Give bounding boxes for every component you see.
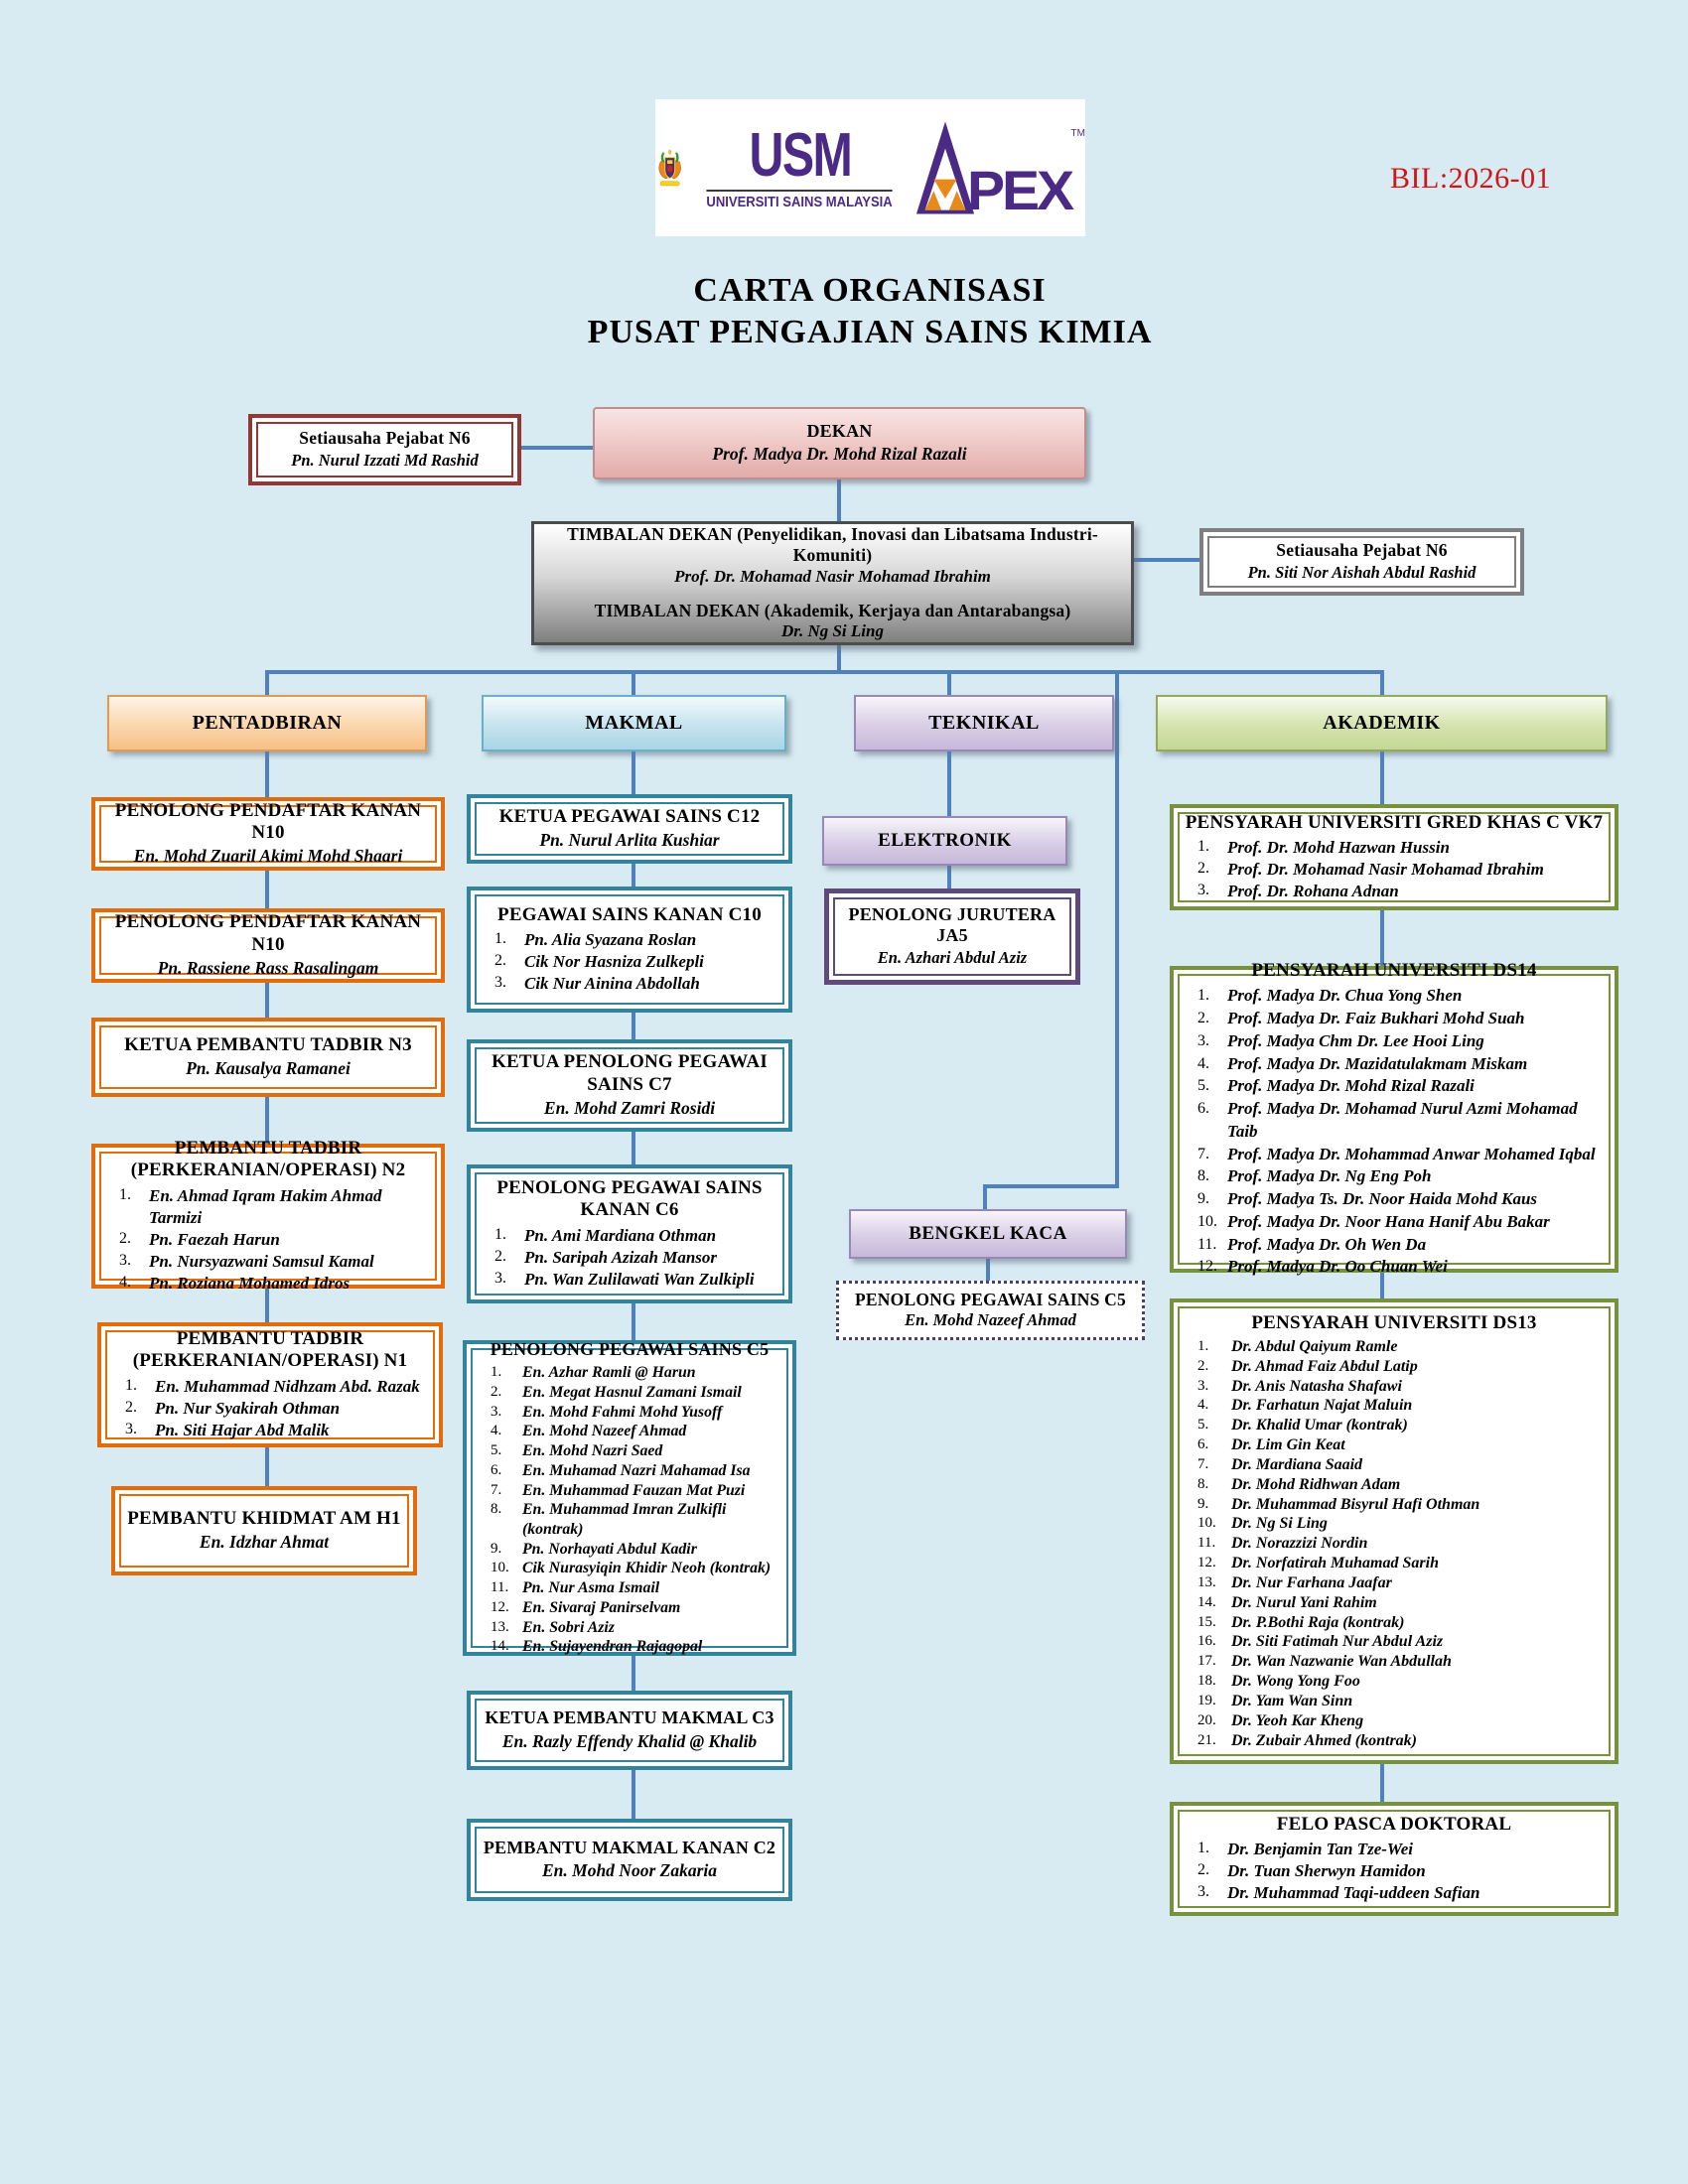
connector — [632, 670, 635, 695]
member-row: 3. Pn. Nursyazwani Samsul Kamal — [119, 1251, 374, 1271]
connector — [632, 1132, 635, 1164]
connector — [947, 751, 951, 816]
member-row: 3. En. Mohd Fahmi Mohd Yusoff — [491, 1403, 723, 1421]
org-box — [1170, 1298, 1618, 1764]
box-title: TIMBALAN DEKAN (Penyelidikan, Inovasi dan Libatsama Industri-Komuniti) — [567, 524, 1098, 565]
connector — [632, 1013, 635, 1039]
org-box — [91, 908, 445, 983]
member-row: 10. Prof. Madya Dr. Noor Hana Hanif Abu Bakar — [1197, 1211, 1550, 1231]
member-row: 2. Pn. Saripah Azizah Mansor — [494, 1247, 718, 1267]
member-row: 2. Cik Nor Hasniza Zulkepli — [494, 952, 704, 972]
member-row: 13. En. Sobri Aziz — [491, 1618, 615, 1636]
member-row: 3. Pn. Siti Hajar Abd Malik — [125, 1420, 330, 1439]
member-row: 1. Prof. Madya Dr. Chua Yong Shen — [1197, 986, 1463, 1006]
usm-wordmark — [696, 120, 903, 210]
member-row: 1. Pn. Alia Syazana Roslan — [494, 930, 697, 950]
member-row: 20. Dr. Yeoh Kar Kheng — [1197, 1711, 1364, 1729]
member-row: 2. Prof. Dr. Mohamad Nasir Mohamad Ibrahim — [1197, 860, 1544, 880]
box-name: Pn. Rassiene Rass Rasalingam — [157, 957, 379, 978]
member-row: 9. Dr. Muhammad Bisyrul Hafi Othman — [1197, 1495, 1480, 1513]
member-list — [105, 1182, 431, 1295]
box-title: TIMBALAN DEKAN (Akademik, Kerjaya dan Antarabangsa) — [594, 600, 1071, 620]
member-row: 1. Dr. Benjamin Tan Tze-Wei — [1197, 1840, 1414, 1859]
member-row: 14. En. Sujayendran Rajagopal — [491, 1638, 703, 1656]
member-row: 2. Pn. Faezah Harun — [119, 1229, 280, 1249]
member-list — [481, 1222, 778, 1291]
org-box-dotted — [836, 1281, 1145, 1340]
org-box — [97, 1322, 443, 1447]
box-title: PENOLONG PENDAFTAR KANAN N10 — [114, 911, 422, 955]
box-title: Setiausaha Pejabat N6 — [1276, 540, 1448, 561]
document-number: BIL:2026-01 — [1390, 162, 1552, 195]
box-title: PENOLONG PEGAWAI SAINS C5 — [855, 1290, 1126, 1310]
box-title: PENOLONG PEGAWAI SAINS — [496, 1176, 763, 1198]
box-title: KETUA PEMBANTU TADBIR N3 — [124, 1033, 412, 1055]
connector — [265, 871, 269, 908]
box-name: Prof. Dr. Mohamad Nasir Mohamad Ibrahim — [674, 566, 991, 586]
member-row: 2. Prof. Madya Dr. Faiz Bukhari Mohd Suah — [1197, 1009, 1525, 1027]
member-row: 2. Pn. Nur Syakirah Othman — [125, 1398, 341, 1418]
header-teknikal: TEKNIKAL — [854, 695, 1114, 751]
university-logo-block — [655, 99, 1085, 236]
member-list — [481, 926, 778, 995]
box-title: PEMBANTU KHIDMAT AM H1 — [127, 1507, 401, 1529]
box-name: En. Razly Effendy Khalid @ Khalib — [501, 1730, 758, 1751]
connector — [983, 1184, 987, 1211]
box-title: PENSYARAH UNIVERSITI DS14 — [1251, 959, 1537, 981]
connector — [1134, 558, 1199, 562]
member-row: 6. En. Muhamad Nazri Mahamad Isa — [491, 1461, 751, 1479]
page-title — [175, 270, 1565, 353]
member-row: 3. Prof. Madya Chm Dr. Lee Hooi Ling — [1197, 1030, 1484, 1050]
member-row: 19. Dr. Yam Wan Sinn — [1197, 1692, 1353, 1709]
box-title: KETUA PEMBANTU MAKMAL C3 — [485, 1707, 774, 1728]
connector — [1115, 670, 1119, 1187]
connector — [521, 446, 593, 450]
box-name: Prof. Madya Dr. Mohd Rizal Razali — [712, 444, 967, 465]
box-name: Pn. Nurul Izzati Md Rashid — [291, 451, 479, 470]
member-list — [1184, 1334, 1605, 1750]
member-row: 10. Cik Nurasyiqin Khidir Neoh (kontrak) — [491, 1560, 772, 1577]
box-title-line2: (PERKERANIAN/OPERASI) N2 — [130, 1160, 406, 1181]
connector — [265, 751, 269, 797]
box-title: PENOLONG PENDAFTAR KANAN N10 — [114, 799, 422, 844]
member-list — [1184, 834, 1605, 902]
member-row: 2. Dr. Ahmad Faiz Abdul Latip — [1197, 1357, 1418, 1375]
connector — [837, 479, 841, 521]
box-name: Pn. Siti Nor Aishah Abdul Rashid — [1247, 563, 1477, 582]
box-title-line2: (PERKERANIAN/OPERASI) N1 — [132, 1350, 408, 1372]
subheader-bengkel-kaca: BENGKEL KACA — [849, 1209, 1127, 1259]
member-row: 11. Dr. Norazzizi Nordin — [1197, 1535, 1368, 1553]
member-row: 14. Dr. Nurul Yani Rahim — [1197, 1593, 1377, 1611]
usm-acronym: USM — [749, 120, 851, 190]
member-row: 2. En. Megat Hasnul Zamani Ismail — [491, 1383, 742, 1401]
box-title: PEGAWAI SAINS KANAN C10 — [497, 903, 762, 925]
member-row: 9. Prof. Madya Ts. Dr. Noor Haida Mohd Kaus — [1197, 1189, 1538, 1209]
box-title: Setiausaha Pejabat N6 — [299, 428, 471, 449]
connector — [947, 670, 951, 695]
member-row: 11. Prof. Madya Dr. Oh Wen Da — [1197, 1234, 1427, 1254]
page-title-line2: PUSAT PENGAJIAN SAINS KIMIA — [587, 314, 1153, 350]
member-row: 12. En. Sivaraj Panirselvam — [491, 1598, 681, 1616]
connector — [947, 866, 951, 888]
box-title: DEKAN — [806, 420, 873, 441]
box-title-line2: KANAN C6 — [580, 1199, 679, 1221]
apex-wordmark: PEX — [967, 159, 1072, 221]
box-name: Pn. Nurul Arlita Kushiar — [539, 830, 720, 851]
header-akademik: AKADEMIK — [1156, 695, 1608, 751]
org-box — [91, 1018, 445, 1097]
connector — [265, 670, 269, 695]
box-title: PEMBANTU MAKMAL KANAN C2 — [483, 1837, 776, 1857]
member-row: 16. Dr. Siti Fatimah Nur Abdul Aziz — [1197, 1633, 1444, 1651]
org-box — [111, 1486, 417, 1575]
member-row: 1. Dr. Abdul Qaiyum Ramle — [1197, 1338, 1398, 1355]
member-row: 4. Pn. Roziana Mohamed Idros — [119, 1274, 351, 1294]
connector — [1380, 751, 1384, 804]
member-row: 21. Dr. Zubair Ahmed (kontrak) — [1197, 1731, 1417, 1749]
box-title: FELO PASCA DOKTORAL — [1276, 1813, 1512, 1835]
member-row: 12. Dr. Norfatirah Muhamad Sarih — [1197, 1555, 1439, 1572]
box-title: PENOLONG JURUTERA — [848, 903, 1056, 924]
header-makmal: MAKMAL — [482, 695, 786, 751]
usm-caption: UNIVERSITI SAINS MALAYSIA — [707, 190, 893, 210]
org-box — [467, 1691, 792, 1770]
box-name: En. Mohd Noor Zakaria — [541, 1860, 717, 1881]
org-box — [467, 1164, 792, 1303]
box-title-line2: SAINS C7 — [587, 1073, 672, 1095]
member-row: 1. Prof. Dr. Mohd Hazwan Hussin — [1197, 838, 1450, 858]
member-row: 1. Pn. Ami Mardiana Othman — [494, 1225, 717, 1245]
dekan-box — [593, 407, 1086, 479]
box-title: PEMBANTU TADBIR — [174, 1137, 362, 1159]
box-title: PENOLONG PEGAWAI SAINS C5 — [490, 1338, 770, 1359]
usm-crest-icon — [655, 109, 684, 226]
connector — [265, 1447, 269, 1486]
box-title: PENSYARAH UNIVERSITI DS13 — [1251, 1311, 1537, 1333]
member-row: 7. Dr. Mardiana Saaid — [1197, 1455, 1363, 1473]
org-box — [467, 887, 792, 1013]
member-row: 7. En. Muhammad Fauzan Mat Puzi — [491, 1481, 746, 1499]
member-row: 3. Prof. Dr. Rohana Adnan — [1197, 882, 1399, 901]
member-row: 3. Dr. Anis Natasha Shafawi — [1197, 1377, 1402, 1395]
org-box — [467, 1039, 792, 1132]
member-row: 6. Prof. Madya Dr. Mohamad Nurul Azmi Mohamad Taib — [1197, 1099, 1578, 1141]
member-row: 12. Prof. Madya Dr. Oo Chuan Wei — [1197, 1257, 1448, 1277]
box-title: KETUA PENOLONG PEGAWAI — [492, 1051, 768, 1073]
member-row: 4. Dr. Farhatun Najat Maluin — [1197, 1397, 1413, 1415]
member-row: 7. Prof. Madya Dr. Mohammad Anwar Mohamed Iqbal — [1197, 1144, 1596, 1163]
member-row: 8. Dr. Mohd Ridhwan Adam — [1197, 1475, 1401, 1493]
member-row: 3. Dr. Muhammad Taqi-uddeen Safian — [1197, 1883, 1480, 1903]
member-row: 10. Dr. Ng Si Ling — [1197, 1515, 1328, 1533]
secretary-left-box — [248, 414, 521, 485]
header-pentadbiran: PENTADBIRAN — [107, 695, 427, 751]
member-row: 1. En. Muhammad Nidhzam Abd. Razak — [125, 1376, 420, 1396]
org-box — [1170, 1802, 1618, 1916]
timbalan-dekan-box — [531, 521, 1134, 645]
member-row: 2. Dr. Tuan Sherwyn Hamidon — [1197, 1861, 1426, 1881]
member-row: 1. En. Azhar Ramli @ Harun — [491, 1364, 696, 1382]
org-box — [463, 1340, 796, 1656]
member-list — [1184, 1836, 1605, 1904]
org-box — [91, 797, 445, 871]
secretary-right-box — [1199, 528, 1524, 596]
member-row: 8. Prof. Madya Dr. Ng Eng Poh — [1197, 1166, 1432, 1186]
org-box — [467, 1819, 792, 1901]
box-name: En. Mohd Zuaril Akimi Mohd Shaari — [133, 846, 403, 867]
connector — [632, 1770, 635, 1819]
org-box — [91, 1137, 445, 1294]
connector — [983, 1184, 1119, 1188]
member-row: 15. Dr. P.Bothi Raja (kontrak) — [1197, 1613, 1405, 1631]
member-row: 5. Dr. Khalid Umar (kontrak) — [1197, 1417, 1408, 1434]
member-row: 8. En. Muhammad Imran Zulkifli (kontrak) — [491, 1501, 727, 1538]
org-box — [824, 888, 1080, 985]
box-title: KETUA PEGAWAI SAINS C12 — [498, 805, 761, 827]
member-row: 6. Dr. Lim Gin Keat — [1197, 1436, 1345, 1454]
org-box — [1170, 804, 1618, 910]
member-row: 4. Prof. Madya Dr. Mazidatulakmam Miskam — [1197, 1053, 1528, 1073]
box-title: PEMBANTU TADBIR — [176, 1327, 364, 1349]
apex-logo — [914, 120, 1085, 221]
box-title-line2: JA5 — [936, 925, 968, 946]
box-name: Dr. Ng Si Ling — [781, 621, 884, 641]
connector — [1380, 670, 1384, 695]
box-title: PENSYARAH UNIVERSITI GRED KHAS C VK7 — [1185, 811, 1604, 833]
box-name: En. Idzhar Ahmat — [199, 1532, 330, 1553]
connector — [632, 751, 635, 794]
connector — [265, 983, 269, 1018]
member-row: 3. Pn. Wan Zulilawati Wan Zulkipli — [494, 1269, 755, 1289]
member-row: 5. En. Mohd Nazri Saed — [491, 1442, 663, 1460]
member-row: 18. Dr. Wong Yong Foo — [1197, 1673, 1360, 1691]
org-box — [1170, 959, 1618, 1277]
connector — [265, 670, 1384, 674]
member-row: 5. Prof. Madya Dr. Mohd Rizal Razali — [1197, 1076, 1475, 1096]
member-row: 1. En. Ahmad Iqram Hakim Ahmad Tarmizi — [119, 1185, 382, 1227]
box-name: En. Mohd Zamri Rosidi — [543, 1097, 716, 1118]
member-list — [111, 1373, 429, 1441]
member-row: 9. Pn. Norhayati Abdul Kadir — [491, 1540, 697, 1558]
box-name: En. Mohd Nazeef Ahmad — [905, 1310, 1076, 1329]
member-row: 11. Pn. Nur Asma Ismail — [491, 1579, 660, 1597]
connector — [986, 1259, 990, 1281]
subheader-elektronik: ELEKTRONIK — [822, 816, 1067, 866]
org-box — [467, 794, 792, 864]
connector — [632, 864, 635, 887]
member-row: 13. Dr. Nur Farhana Jaafar — [1197, 1573, 1392, 1591]
box-name: Pn. Kausalya Ramanei — [186, 1058, 351, 1079]
connector — [1380, 1764, 1384, 1802]
member-list — [1184, 982, 1605, 1279]
member-list — [477, 1360, 782, 1657]
member-row: 3. Cik Nur Ainina Abdollah — [494, 974, 700, 994]
member-row: 17. Dr. Wan Nazwanie Wan Abdullah — [1197, 1653, 1452, 1671]
member-row: 4. En. Mohd Nazeef Ahmad — [491, 1423, 687, 1440]
box-name: En. Azhari Abdul Aziz — [877, 948, 1028, 968]
page-title-line1: CARTA ORGANISASI — [693, 272, 1047, 309]
apex-trademark: TM — [1070, 128, 1085, 139]
